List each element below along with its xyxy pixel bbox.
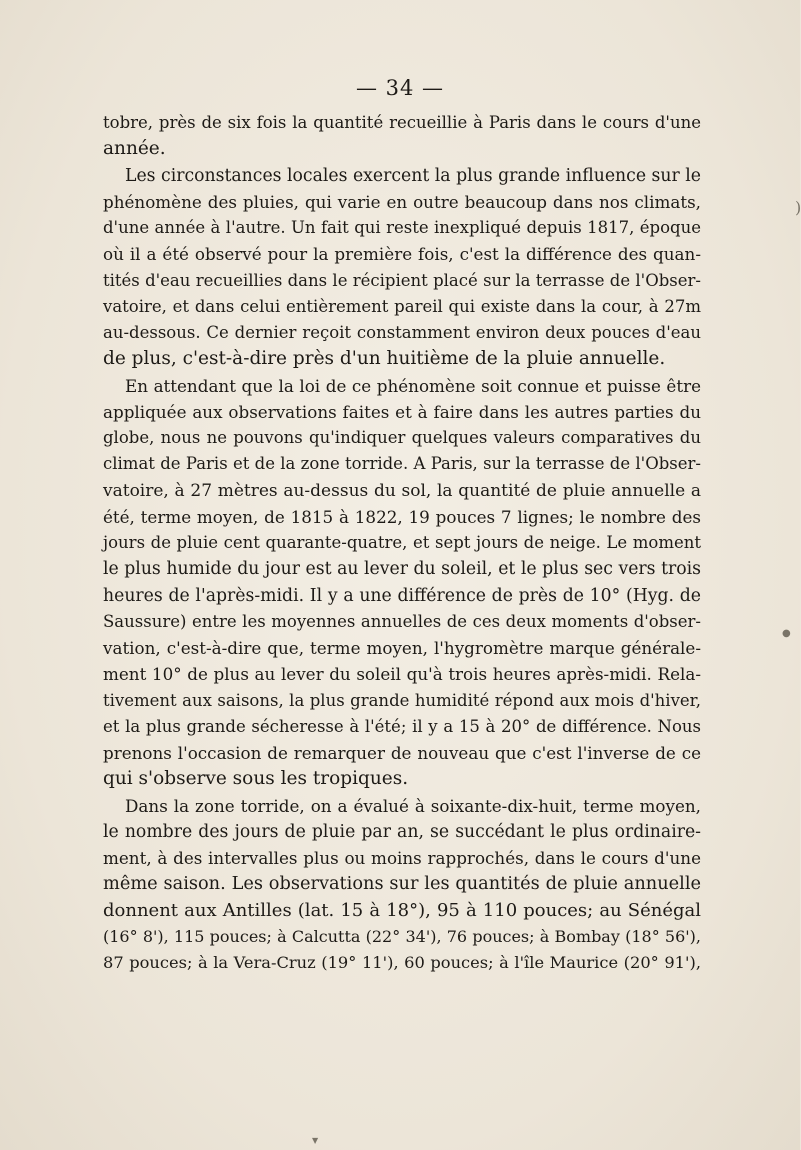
text-line: et la plus grande sécheresse à l'été; il y a 15 à 20° de différence. Nous [103,716,701,736]
text-line: vatoire, et dans celui entièrement pareil qui existe dans la cour, à 27m [103,296,701,316]
text-line: tités d'eau recueillies dans le récipient placé sur la terrasse de l'Obser- [103,270,701,290]
text-line: climat de Paris et de la zone torride. A Paris, sur la terrasse de l'Obser- [103,454,701,474]
text-line: au-dessous. Ce dernier reçoit constamment environ deux pouces d'eau [103,323,701,342]
text-line: ment, à des intervalles plus ou moins rapprochés, dans le cours d'une [103,848,701,868]
text-line: qui s'observe sous les tropiques. [103,768,409,790]
text-line: prenons l'occasion de remarquer de nouveau que c'est l'inverse de ce [103,743,701,763]
text-line: heures de l'après-midi. Il y a une différence de près de 10° (Hyg. de [103,585,701,606]
text-line: année. [103,138,166,160]
text-line: le nombre des jours de pluie par an, se succédant le plus ordinaire- [103,821,701,842]
text-line: de plus, c'est-à-dire près d'un huitième de la pluie annuelle. [103,348,666,370]
text-line: phénomène des pluies, qui varie en outre beaucoup dans nos climats, [103,191,701,212]
text-line: tivement aux saisons, la plus grande humidité répond aux mois d'hiver, [103,690,701,710]
text-line: globe, nous ne pouvons qu'indiquer quelques valeurs comparatives du [103,428,701,447]
text-line: vatoire, à 27 mètres au-dessus du sol, la quantité de pluie annuelle a [103,480,701,501]
text-line: même saison. Les observations sur les quantités de pluie annuelle [103,874,701,895]
text-line: Dans la zone torride, on a évalué à soixante-dix-huit, terme moyen, [125,795,701,816]
body-text [103,110,701,976]
bottom-dot: ▼ [312,1136,319,1145]
text-line: donnent aux Antilles (lat. 15 à 18°), 95 à 110 pouces; au Sénégal [103,899,701,921]
text-line: d'une année à l'autre. Un fait qui reste inexpliqué depuis 1817, époque [103,218,701,237]
text-line: Les circonstances locales exercent la plus grande influence sur le [125,165,701,186]
text-line: vation, c'est-à-dire que, terme moyen, l'hygromètre marque générale- [103,638,701,658]
text-line: jours de pluie cent quarante-quatre, et sept jours de neige. Le moment [103,533,701,552]
text-line: ment 10° de plus au lever du soleil qu'à trois heures après-midi. Rela- [103,664,701,685]
text-line: tobre, près de six fois la quantité recueillie à Paris dans le cours d'une [103,113,701,132]
margin-dot: ● [782,628,791,639]
text-line: En attendant que la loi de ce phénomène soit connue et puisse être [125,375,701,396]
page-number: — 34 — [355,76,445,100]
text-line: (16° 8'), 115 pouces; à Calcutta (22° 34'), 76 pouces; à Bombay (18° 56'), [103,926,701,946]
text-line: Saussure) entre les moyennes annuelles de ces deux moments d'obser- [103,611,701,631]
text-line: où il a été observé pour la première fois, c'est la différence des quan- [103,244,701,265]
text-line: été, terme moyen, de 1815 à 1822, 19 pouces 7 lignes; le nombre des [103,506,701,527]
text-line: le plus humide du jour est au lever du soleil, et le plus sec vers trois [103,559,701,580]
text-line: 87 pouces; à la Vera-Cruz (19° 11'), 60 pouces; à l'île Maurice (20° 91'), [103,953,701,972]
margin-mark: ) [795,198,801,217]
text-line: appliquée aux observations faites et à faire dans les autres parties du [103,401,701,422]
